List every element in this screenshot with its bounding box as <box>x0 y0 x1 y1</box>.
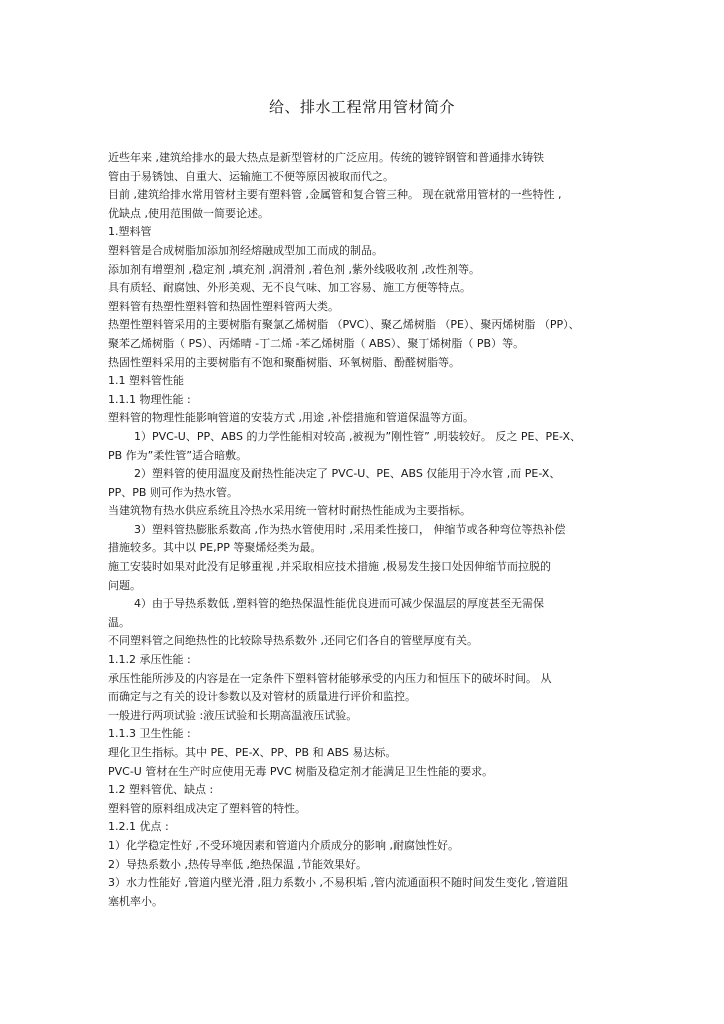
text-line: 目前 ,建筑给排水常用管材主要有塑料管 ,金属管和复合管三种。 现在就常用管材的一些特性 , <box>108 188 562 202</box>
text-line: 优缺点 ,使用范围做一简要论述。 <box>108 206 269 220</box>
text-line: 1）化学稳定性好 ,不受环境因素和管道内介质成分的影响 ,耐腐蚀性好。 <box>108 838 459 852</box>
text-line: 塑料管的物理性能影响管道的安装方式 ,用途 ,补偿措施和管道保温等方面。 <box>108 411 474 425</box>
text-line: 4）由于导热系数低 ,塑料管的绝热保温性能优良进而可减少保温层的厚度甚至无需保 <box>134 597 544 611</box>
text-line: 2）导热系数小 ,热传导率低 ,绝热保温 ,节能效果好。 <box>108 857 367 871</box>
text-line: 当建筑物有热水供应系统且冷热水采用统一管材时耐热性能成为主要指标。 <box>108 504 471 518</box>
text-line: 而确定与之有关的设计参数以及对管材的质量进行评价和监控。 <box>108 690 416 704</box>
text-line: 1.塑料管 <box>108 225 152 239</box>
text-line: 3）水力性能好 ,管道内壁光滑 ,阻力系数小 ,不易积垢 ,管内流通面积不随时间发生变化 ,管道阻 <box>108 876 568 890</box>
text-line: 温。 <box>108 615 130 629</box>
text-line: 1.2.1 优点 : <box>108 820 169 834</box>
text-line: 聚苯乙烯树脂（ PS）、丙烯晴 -丁二烯 -苯乙烯树脂（ ABS）、聚丁烯树脂（ PB）等。 <box>108 336 525 350</box>
text-line: 1.2 塑料管优、缺点 : <box>108 783 214 797</box>
text-line: 近些年来 ,建筑给排水的最大热点是新型管材的广泛应用。传统的镀锌钢管和普通排水铸铁 <box>108 151 544 164</box>
text-line: 不同塑料管之间绝热性的比较除导热系数外 ,还同它们各自的管壁厚度有关。 <box>108 634 478 648</box>
text-line: 1.1.1 物理性能 : <box>108 392 191 406</box>
text-line: PVC-U 管材在生产时应使用无毒 PVC 树脂及稳定剂才能满足卫生性能的要求。 <box>108 764 494 778</box>
text-line: 1）PVC-U、PP、ABS 的力学性能相对较高 ,被视为”刚性管” ,明装较好。 反之 PE、PE-X、 <box>134 429 581 443</box>
text-line: 问题。 <box>108 578 141 592</box>
text-line: 承压性能所涉及的内容是在一定条件下塑料管材能够承受的内压力和恒压下的破坏时间。 从 <box>108 671 552 685</box>
text-line: 塑料管有热塑性塑料管和热固性塑料管两大类。 <box>108 299 339 313</box>
text-line: 管由于易锈蚀、自重大、运输施工不便等原因被取而代之。 <box>108 169 394 183</box>
document-title: 给、排水工程常用管材简介 <box>268 98 455 116</box>
text-line: 1.1 塑料管性能 <box>108 374 184 388</box>
text-line: 塞机率小。 <box>108 894 163 908</box>
text-line: 热固性塑料采用的主要树脂有不饱和聚酯树脂、环氧树脂、酚醛树脂等。 <box>108 355 460 369</box>
text-line: 措施较多。其中以 PE,PP 等聚烯烃类为最。 <box>108 541 322 555</box>
text-line: 一般进行两项试验 :液压试验和长期高温液压试验。 <box>108 708 358 722</box>
text-line: 施工安装时如果对此没有足够重视 ,并采取相应技术措施 ,极易发生接口处因伸缩节而拉脱的 <box>108 560 551 574</box>
text-line: 具有质轻、耐腐蚀、外形美观、无不良气味、加工容易、施工方便等特点。 <box>108 281 471 295</box>
text-line: 1.1.3 卫生性能 : <box>108 727 191 741</box>
text-line: 2）塑料管的使用温度及耐热性能决定了 PVC-U、PE、ABS 仅能用于冷水管 ,而 PE-X、 <box>134 467 561 481</box>
text-line: 塑料管是合成树脂加添加剂经熔融成型加工而成的制品。 <box>108 243 383 257</box>
text-line: PB 作为”柔性管”适合暗敷。 <box>108 448 248 462</box>
text-line: 理化卫生指标。其中 PE、PE-X、PP、PB 和 ABS 易达标。 <box>108 746 397 759</box>
text-line: 添加剂有增塑剂 ,稳定剂 ,填充剂 ,润滑剂 ,着色剂 ,紫外线吸收剂 ,改性剂等。 <box>108 262 480 276</box>
text-line: PP、PB 则可作为热水管。 <box>108 485 238 499</box>
text-line: 3）塑料管热膨胀系数高 ,作为热水管使用时 ,采用柔性接口， 伸缩节或各种弯位等热补偿 <box>134 522 566 536</box>
text-line: 热塑性塑料管采用的主要树脂有聚氯乙烯树脂 （PVC）、聚乙烯树脂 （PE）、聚丙烯树脂 （PP）、 <box>108 318 580 332</box>
document-body <box>108 149 628 911</box>
text-line: 1.1.2 承压性能 : <box>108 653 191 667</box>
text-line: 塑料管的原料组成决定了塑料管的特性。 <box>108 801 306 815</box>
